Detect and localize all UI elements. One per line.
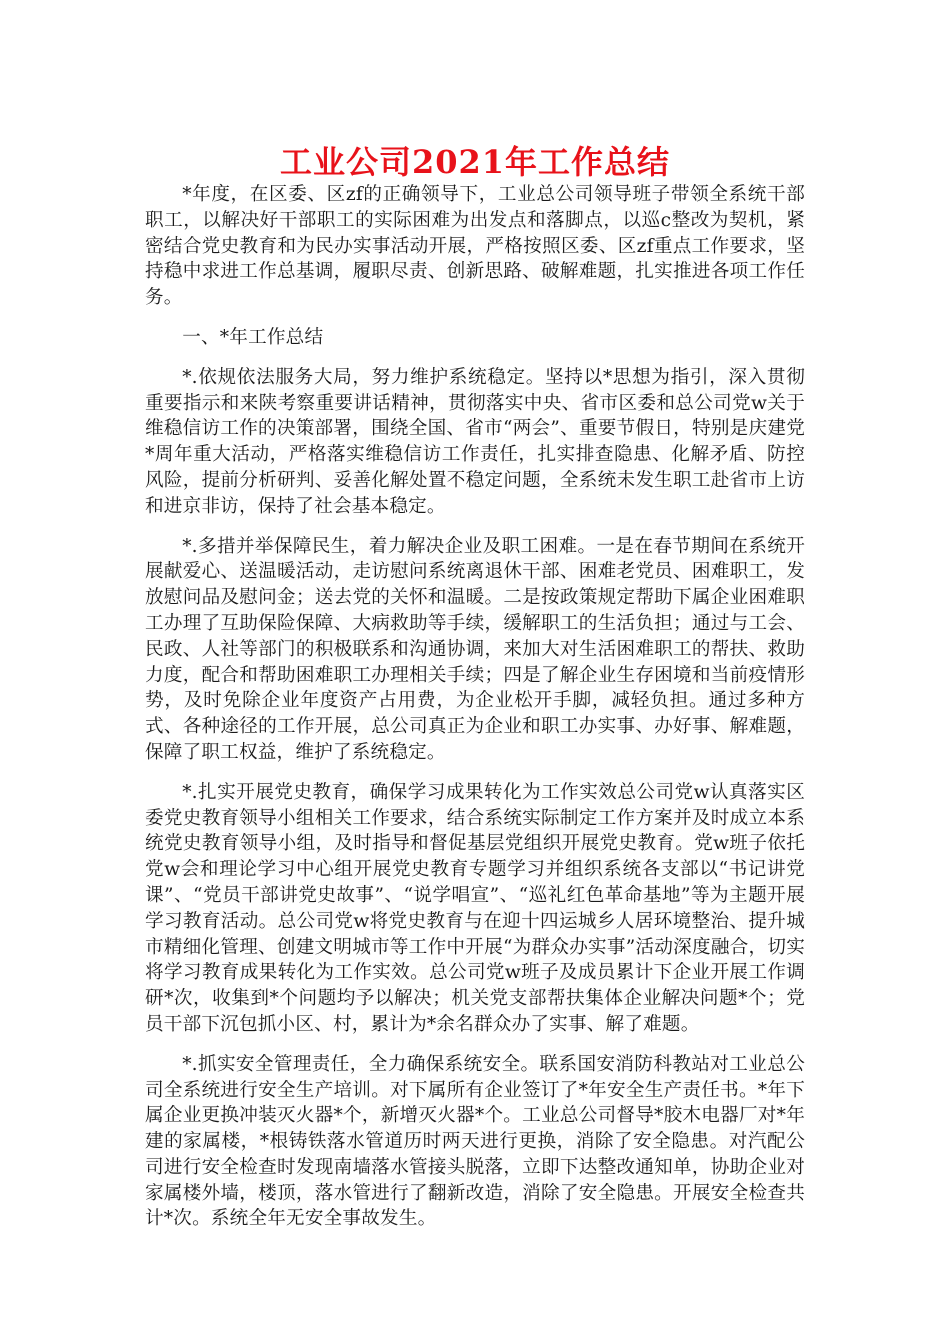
paragraph-livelihood: *.多措并举保障民生，着力解决企业及职工困难。一是在春节期间在系统开展献爱心、送温暖活动，走访慰问系统离退休干部、困难老党员、困难职工，发放慰问品及慰问金；送去党的关怀和温暖。二是按政策规定帮助下属企业困难职工办理了互助保险保障、大病救助等手续，缓解职工的生活负担；通过与工会、民政、人社等部门的积极联系和沟通协调，来加大对生活困难职工的帮扶、救助力度，配合和帮助困难职工办理相关手续；四是了解企业生存困境和当前疫情形势，及时免除企业年度资产占用费，为企业松开手脚，减轻负担。通过多种方式、各种途径的工作开展，总公司真正为企业和职工办实事、办好事、解难题，保障了职工权益，维护了系统稳定。 — [145, 535, 805, 763]
document-title: 工业公司2021年工作总结 — [279, 143, 671, 181]
paragraph-party-history: *.扎实开展党史教育，确保学习成果转化为工作实效总公司党w认真落实区委党史教育领导小组相关工作要求，结合系统实际制定工作方案并及时成立本系统党史教育领导小组，及时指导和督促基层党组织开展党史教育。党w班子依托党w会和理论学习中心组开展党史教育专题学习并组织系统各支部以“书记讲党课”、“党员干部讲党史故事”、“说学唱宣”、“巡礼红色革命基地”等为主题开展学习教育活动。总公司党w将党史教育与在迎十四运城乡人居环境整治、提升城市精细化管理、创建文明城市等工作中开展“为群众办实事”活动深度融合，切实将学习教育成果转化为工作实效。总公司党w班子及成员累计下企业开展工作调研*次，收集到*个问题均予以解决；机关党支部帮扶集体企业解决问题*个；党员干部下沉包抓小区、村，累计为*余名群众办了实事、解了难题。 — [145, 781, 805, 1035]
document-page — [145, 0, 805, 1232]
paragraph-safety: *.抓实安全管理责任，全力确保系统安全。联系国安消防科教站对工业总公司全系统进行安全生产培训。对下属所有企业签订了*年安全生产责任书。*年下属企业更换冲装灭火器*个，新增灭火器*个。工业总公司督导*胶木电器厂对*年建的家属楼，*根铸铁落水管道历时两天进行更换，消除了安全隐患。对汽配公司进行安全检查时发现南墙落水管接头脱落，立即下达整改通知单，协助企业对家属楼外墙，楼顶，落水管进行了翻新改造，消除了安全隐患。开展安全检查共计*次。系统全年无安全事故发生。 — [145, 1053, 805, 1230]
paragraph-stability: *.依规依法服务大局，努力维护系统稳定。坚持以*思想为指引，深入贯彻重要指示和来陕考察重要讲话精神，贯彻落实中央、省市区委和总公司党w关于维稳信访工作的决策部署，围绕全国、省市“两会”、重要节假日，特别是庆建党*周年重大活动，严格落实维稳信访工作责任，扎实排查隐患、化解矛盾、防控风险，提前分析研判、妥善化解处置不稳定问题，全系统未发生职工赴省市上访和进京非访，保持了社会基本稳定。 — [145, 366, 805, 517]
section-heading: 一、*年工作总结 — [182, 326, 324, 348]
intro-paragraph: *年度，在区委、区zf的正确领导下，工业总公司领导班子带领全系统干部职工，以解决好干部职工的实际困难为出发点和落脚点，以巡c整改为契机，紧密结合党史教育和为民办实事活动开展，严格按照区委、区zf重点工作要求，坚持稳中求进工作总基调，履职尽责、创新思路、破解难题，扎实推进各项工作任务。 — [145, 184, 805, 309]
